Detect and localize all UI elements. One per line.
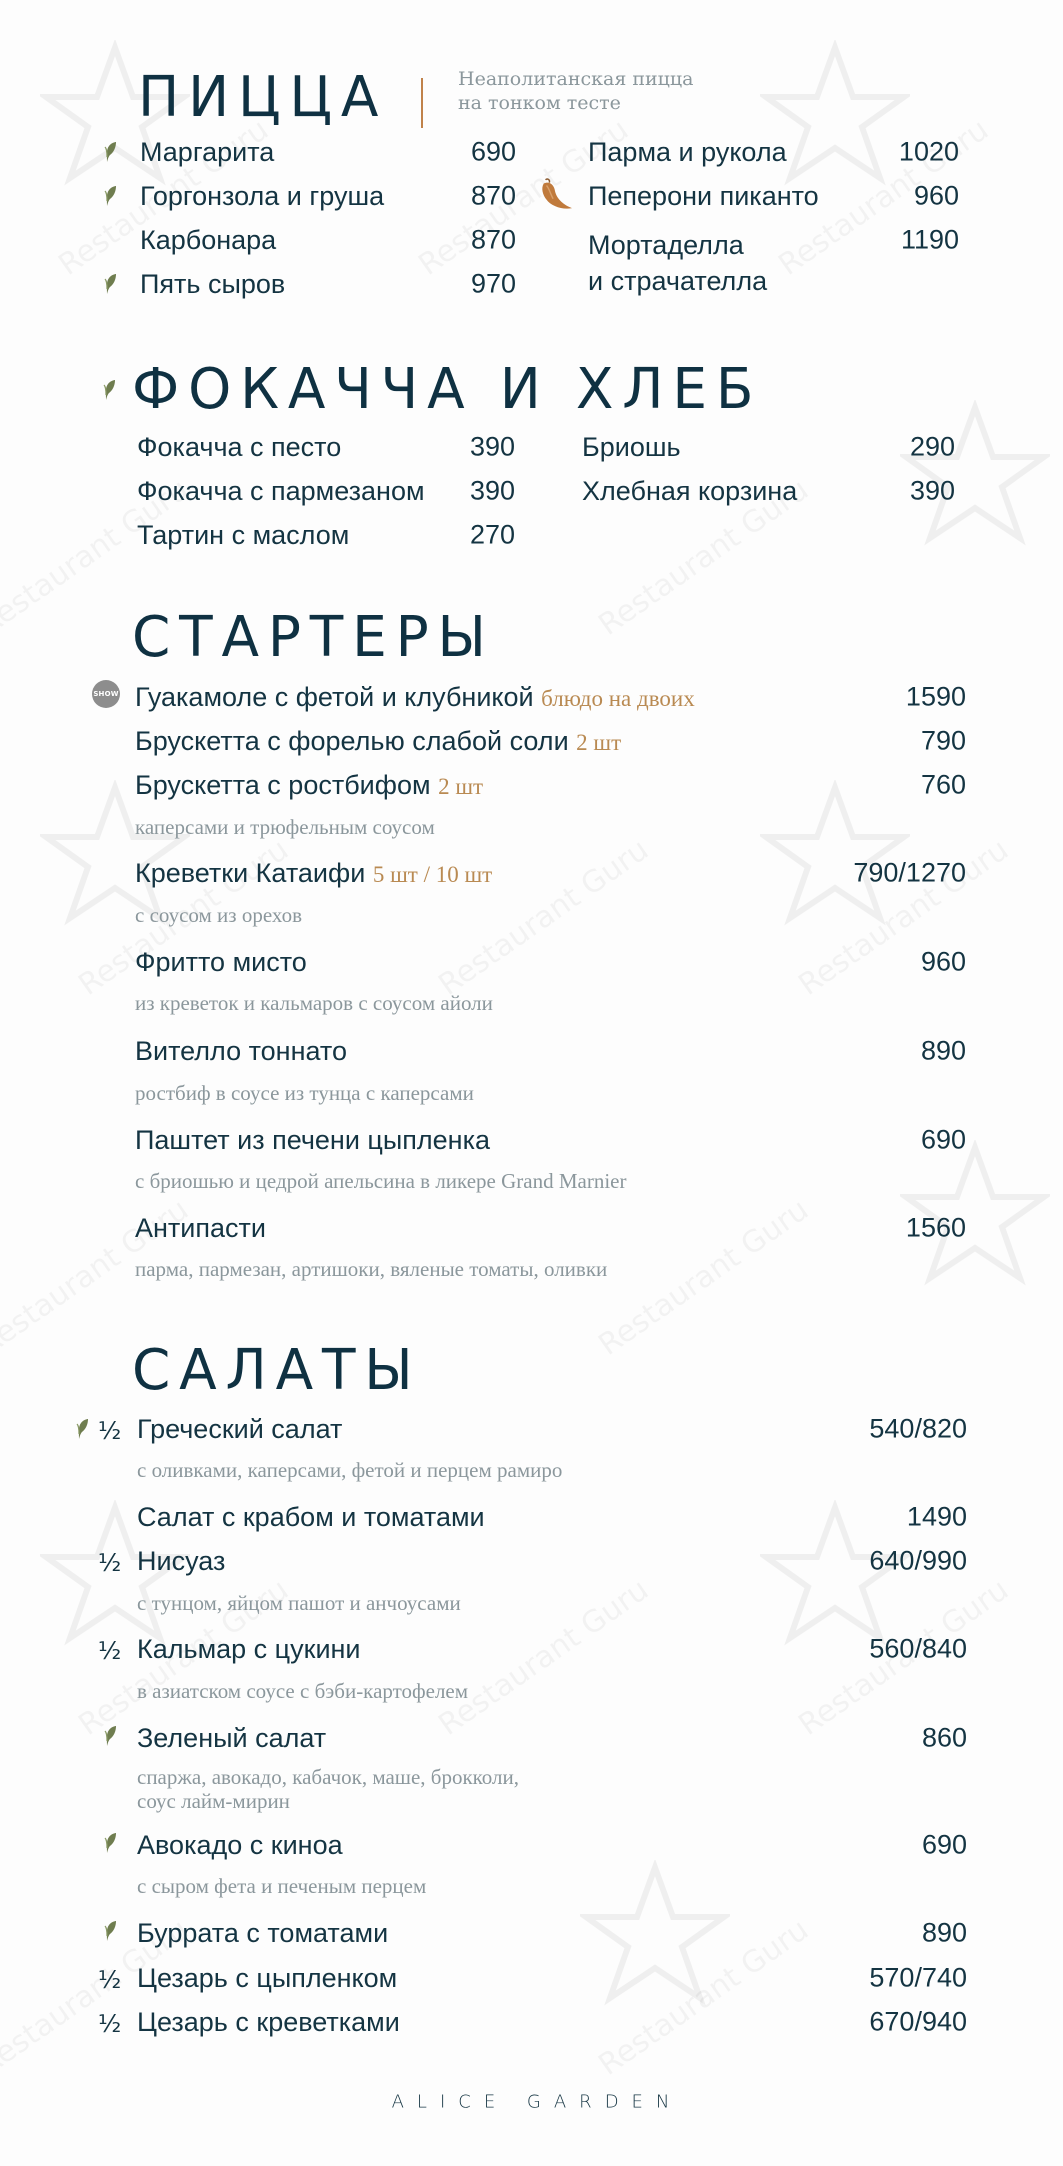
item-name-text: Гуакамоле с фетой и клубникой [135,681,534,712]
item-note: 5 шт / 10 шт [372,861,493,887]
item-name-text: Брускетта с форелью слабой соли [135,725,569,756]
item-name [135,683,695,711]
leaf-icon [104,273,118,295]
item-name: Авокадо с киноа [137,1829,343,1860]
item-name [135,771,483,799]
item-name [135,727,621,755]
section-subtitle-line1: Неаполитанская пицца [458,68,694,90]
leaf-icon [104,1920,118,1942]
item-description: с оливками, каперсами, фетой и перцем рамиро [137,1458,563,1482]
item-price: 390 [469,475,515,506]
item-name-line2: и страчателла [588,265,768,296]
half-portion-icon: ½ [98,1637,122,1665]
item-name: Пеперони пиканто [588,180,819,211]
item-description: с тунцом, яйцом пашот и анчоусами [137,1591,461,1615]
watermark-text [432,1572,655,1743]
watermark-star-icon [760,780,910,930]
item-name: Цезарь с цыпленком [137,1962,398,1993]
section-subtitle-line2: на тонком тесте [458,92,621,114]
item-description: каперсами и трюфельным соусом [135,815,435,839]
title-divider [421,78,423,128]
item-name: Парма и рукола [588,136,787,167]
item-name: Нисуаз [137,1545,226,1576]
item-price: 560/840 [869,1633,967,1664]
item-price: 270 [469,519,515,550]
item-price: 690 [920,1124,966,1155]
half-portion-icon: ½ [98,1417,122,1445]
item-name: Цезарь с креветками [137,2006,400,2037]
watermark-star-icon [580,1860,730,2010]
leaf-icon [104,141,118,163]
watermark-text [592,1192,815,1363]
item-name: Салат с крабом и томатами [137,1501,485,1532]
item-price: 1190 [900,224,959,255]
item-name: Бриошь [582,431,681,462]
item-price: 1560 [905,1212,966,1243]
item-name: Тартин с маслом [137,519,350,550]
restaurant-logo: ALICE GARDEN [391,2091,683,2113]
item-note: 2 шт [438,773,484,799]
item-name: Маргарита [140,136,275,167]
watermark-star-icon [760,40,910,190]
watermark-text [432,832,655,1003]
half-portion-icon: ½ [98,1549,122,1577]
item-name: Фритто мисто [135,946,307,977]
item-price: 670/940 [869,2006,967,2037]
item-price: 790 [920,725,966,756]
item-name: Хлебная корзина [582,475,798,506]
item-price: 760 [920,769,966,800]
item-description: ростбиф в соусе из тунца с каперсами [135,1081,474,1105]
item-name: Горгонзола и груша [140,180,385,211]
half-portion-icon: ½ [98,1966,122,1994]
item-name: Карбонара [140,224,277,255]
item-note: блюдо на двоих [541,685,695,711]
item-price: 870 [470,224,516,255]
section-title: ФОКАЧЧА И ХЛЕБ [132,357,763,422]
section-title: САЛАТЫ [132,1338,422,1403]
item-description: в азиатском соусе с бэби-картофелем [137,1679,469,1703]
item-name-text: Брускетта с ростбифом [135,769,431,800]
item-price: 860 [921,1722,967,1753]
item-description: с сыром фета и печеным перцем [137,1874,427,1898]
section-title: СТАРТЕРЫ [132,605,495,670]
item-name: Мортаделла [588,229,744,260]
item-description-line2: соус лайм-мирин [137,1789,290,1813]
item-description: с соусом из орехов [135,903,302,927]
half-portion-icon: ½ [98,2010,122,2038]
item-price: 570/740 [869,1962,967,1993]
item-name: Кальмар с цукини [137,1633,361,1664]
item-price: 690 [470,136,516,167]
section-title: ПИЦЦА [138,65,388,130]
item-name: Антипасти [135,1212,266,1243]
item-price: 870 [470,180,516,211]
item-price: 290 [909,431,955,462]
item-description: с бриошью и цедрой апельсина в ликере Grand Marnier [135,1169,627,1193]
item-name [135,859,492,887]
watermark-text [592,1912,815,2083]
item-price: 970 [470,268,516,299]
chili-icon [536,177,574,211]
item-name: Пять сыров [140,268,286,299]
item-price: 960 [913,180,959,211]
item-price: 890 [920,1035,966,1066]
item-price: 960 [920,946,966,977]
item-price: 1020 [898,136,959,167]
item-price: 390 [909,475,955,506]
leaf-icon [76,1418,90,1440]
item-price: 1590 [905,681,966,712]
item-name: Фокачча с пармезаном [137,475,425,506]
leaf-icon [104,185,118,207]
item-price: 390 [469,431,515,462]
item-price: 890 [921,1917,967,1948]
leaf-icon [104,1832,118,1854]
item-price: 790/1270 [853,857,966,888]
item-name: Греческий салат [137,1413,343,1444]
item-name-text: Креветки Катаифи [135,857,366,888]
item-price: 1490 [906,1501,967,1532]
item-name: Буррата с томатами [137,1917,389,1948]
item-name: Паштет из печени цыпленка [135,1124,491,1155]
item-price: 690 [921,1829,967,1860]
leaf-icon [103,378,117,402]
item-name: Фокачча с песто [137,431,342,462]
item-description: спаржа, авокадо, кабачок, маше, брокколи, [137,1765,519,1789]
item-price: 540/820 [869,1413,967,1444]
item-description: парма, пармезан, артишоки, вяленые томаты, оливки [135,1257,608,1281]
item-name: Зеленый салат [137,1722,327,1753]
leaf-icon [104,1725,118,1747]
item-description: из креветок и кальмаров с соусом айоли [135,991,493,1015]
item-name: Вителло тоннато [135,1035,348,1066]
show-badge-icon: SHOW [92,680,120,708]
item-note: 2 шт [576,729,622,755]
item-price: 640/990 [869,1545,967,1576]
